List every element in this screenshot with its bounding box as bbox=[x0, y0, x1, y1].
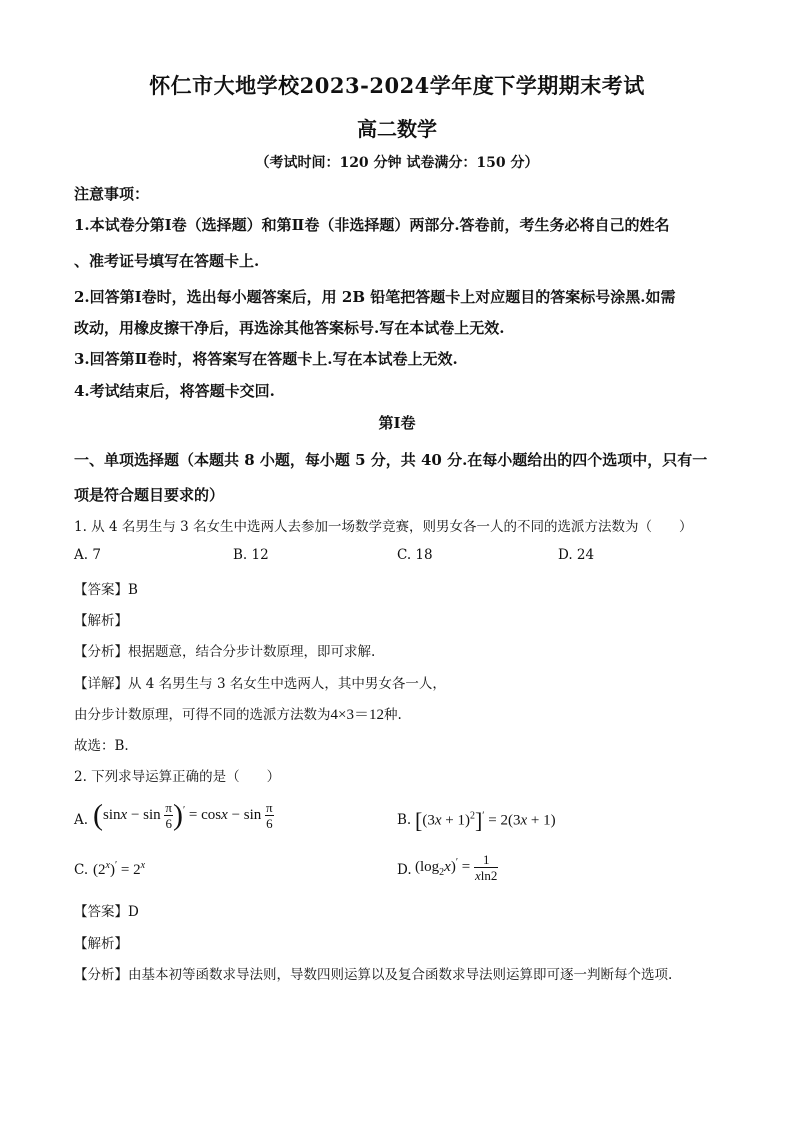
q1-option-c: C. 18 bbox=[397, 547, 433, 563]
q1-conclusion: 故选：B. bbox=[74, 738, 129, 754]
volume-heading: 第Ⅰ卷 bbox=[378, 414, 416, 432]
q1-option-b: B. 12 bbox=[233, 547, 269, 563]
exam-info: （考试时间：120 分钟 试卷满分：150 分） bbox=[255, 155, 539, 171]
q1-answer-row bbox=[74, 578, 138, 598]
note-2-line-2: 改动，用橡皮擦干净后，再选涂其他答案标号.写在本试卷上无效. bbox=[74, 319, 505, 337]
q1-detail-formula: 4×3＝12 bbox=[330, 707, 384, 723]
q1-detail-line-2 bbox=[74, 703, 402, 724]
q1-detail-suffix: 种. bbox=[383, 707, 402, 723]
q2-answer: D bbox=[128, 904, 139, 920]
exam-title: 怀仁市大地学校2023-2024学年度下学期期末考试 bbox=[149, 73, 645, 98]
q1-analysis-tag: 【解析】 bbox=[74, 613, 128, 629]
q2-option-a-label: A. bbox=[74, 812, 89, 828]
q2-option-a-formula: (sinx − sin $\frac{\pi}{6}$ )′ = cosx − sin $\frac{\pi}{6}$ bbox=[93, 798, 273, 832]
note-2-line-1: 2.回答第Ⅰ卷时，选出每小题答案后，用 2B 铅笔把答题卡上对应题目的答案标号涂黑.如需 bbox=[74, 288, 676, 306]
answer-tag: 【答案】 bbox=[74, 582, 128, 598]
q2-stem: 2. 下列求导运算正确的是（ ） bbox=[74, 769, 281, 785]
fenxi-tag: 【分析】 bbox=[74, 967, 128, 983]
q2-option-b-formula: $[(3x + 1)^2]' = 2(3x + 1)$ bbox=[415, 808, 556, 833]
q2-option-c-label: C. bbox=[74, 862, 89, 878]
q2-option-c-formula: $(2^x)' = 2^x$ bbox=[93, 860, 146, 878]
q1-detail-text: 由分步计数原理，可得不同的选派方法数为 bbox=[74, 707, 331, 723]
q2-option-b-label: B. bbox=[397, 812, 412, 828]
q2-answer-row bbox=[74, 900, 139, 920]
note-3: 3.回答第Ⅱ卷时，将答案写在答题卡上.写在本试卷上无效. bbox=[74, 350, 458, 368]
q1-answer: B bbox=[128, 582, 138, 598]
note-1-line-2: 、准考证号填写在答题卡上. bbox=[74, 252, 260, 270]
q2-analysis-tag: 【解析】 bbox=[74, 936, 128, 952]
q1-detail-row bbox=[74, 672, 446, 692]
notes-heading: 注意事项： bbox=[74, 185, 150, 203]
q1-option-d: D. 24 bbox=[558, 547, 595, 563]
exam-subtitle: 高二数学 bbox=[357, 117, 437, 141]
section-heading-line-2: 项是符合题目要求的） bbox=[74, 486, 225, 504]
q1-fenxi-row bbox=[74, 640, 375, 660]
q2-fenxi: 由基本初等函数求导法则，导数四则运算以及复合函数求导法则运算即可逐一判断每个选项. bbox=[128, 967, 673, 983]
q2-option-d-label: D. bbox=[397, 862, 412, 878]
q1-option-a: A. 7 bbox=[74, 547, 101, 563]
q2-option-d-formula: $(\log_2x)'$ = $\frac{1}{xln2}$ bbox=[415, 852, 498, 883]
section-heading-line-1: 一、单项选择题（本题共 8 小题，每小题 5 分，共 40 分.在每小题给出的四个选项中，只有一 bbox=[74, 451, 708, 469]
q1-fenxi: 根据题意，结合分步计数原理，即可求解. bbox=[128, 644, 376, 660]
q1-stem: 1. 从 4 名男生与 3 名女生中选两人去参加一场数学竞赛，则男女各一人的不同的选派方法数为（ ） bbox=[74, 519, 693, 535]
note-4: 4.考试结束后，将答题卡交回. bbox=[74, 382, 275, 400]
fenxi-tag: 【分析】 bbox=[74, 644, 128, 660]
note-1-line-1: 1.本试卷分第Ⅰ卷（选择题）和第Ⅱ卷（非选择题）两部分.答卷前，考生务必将自己的姓名 bbox=[74, 216, 670, 234]
detail-tag: 【详解】 bbox=[74, 676, 128, 692]
q2-fenxi-row bbox=[74, 963, 672, 983]
q1-detail-line-1: 从 4 名男生与 3 名女生中选两人，其中男女各一人， bbox=[128, 676, 446, 692]
answer-tag: 【答案】 bbox=[74, 904, 128, 920]
